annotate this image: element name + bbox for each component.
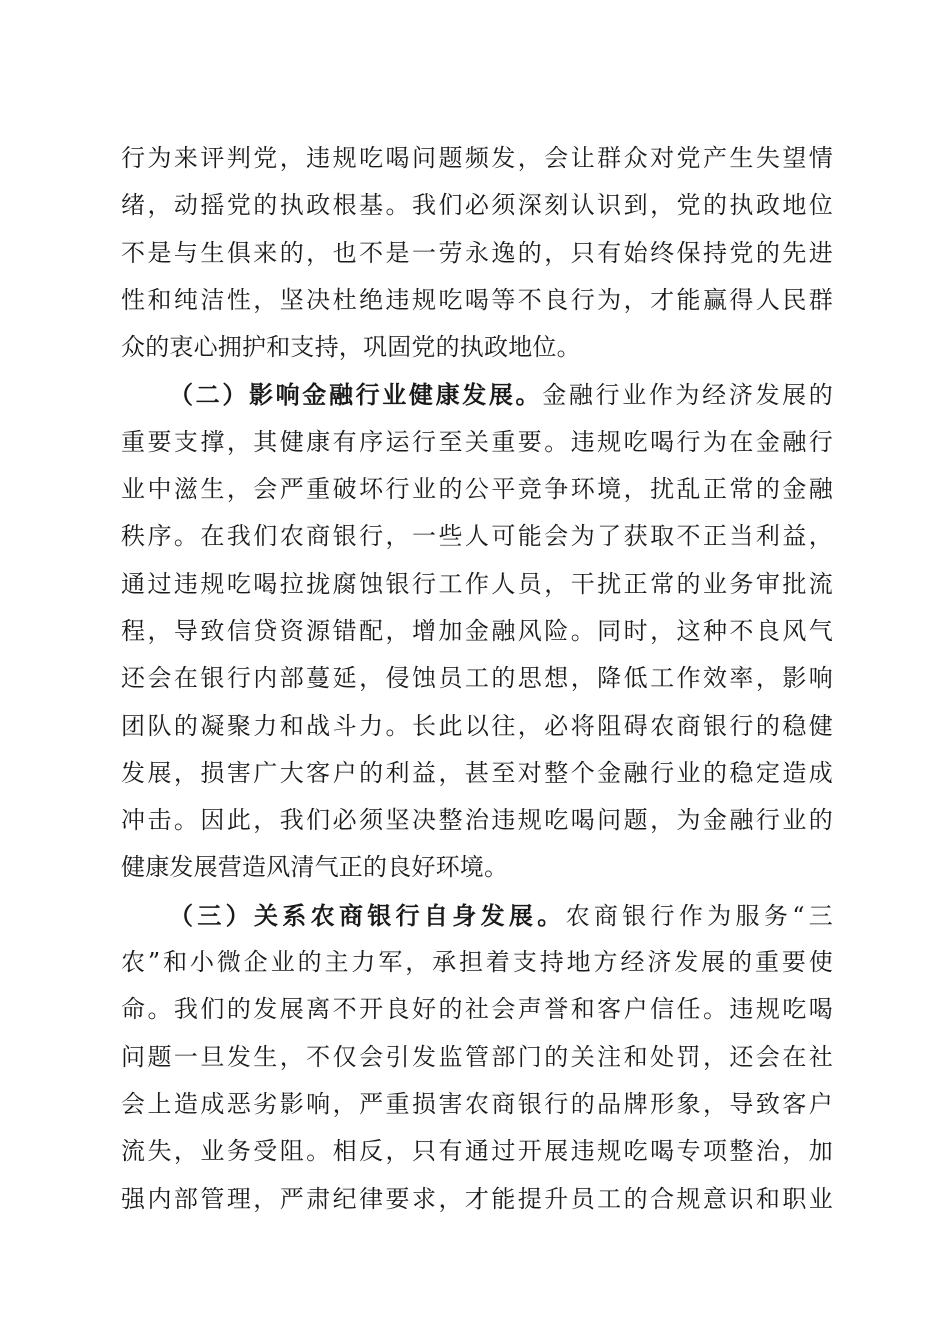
text-run: 金融行业作为经济发展的 — [542, 381, 833, 410]
section-heading: （三）关系农商银行自身发展。 — [169, 900, 566, 930]
text-line: 业中滋生，会严重破坏行业的公平竞争环境，扰乱正常的金融 — [121, 475, 833, 504]
paragraph-2 — [121, 371, 833, 891]
text-line: 团队的凝聚力和战斗力。长此以往，必将阻碍农商银行的稳健 — [121, 711, 833, 740]
text-line: 程，导致信贷资源错配，增加金融风险。同时，这种不良风气 — [121, 616, 833, 645]
paragraph-1 — [121, 135, 833, 371]
text-line: 命。我们的发展离不开良好的社会声誉和客户信任。违规吃喝 — [121, 995, 833, 1024]
text-line: 重要支撑，其健康有序运行至关重要。违规吃喝行为在金融行 — [121, 427, 833, 456]
text-line: 强内部管理，严肃纪律要求，才能提升员工的合规意识和职业 — [121, 1184, 833, 1213]
text-line: 农”和小微企业的主力军，承担着支持地方经济发展的重要使 — [121, 948, 833, 977]
text-line: 不是与生俱来的，也不是一劳永逸的，只有始终保持党的先进 — [121, 238, 833, 267]
section-heading: （二）影响金融行业健康发展。 — [169, 380, 543, 410]
text-line: 秩序。在我们农商银行，一些人可能会为了获取不正当利益， — [121, 522, 833, 551]
text-line: 还会在银行内部蔓延，侵蚀员工的思想，降低工作效率，影响 — [121, 664, 833, 693]
text-line: 冲击。因此，我们必须坚决整治违规吃喝问题，为金融行业的 — [121, 806, 833, 835]
paragraph-3 — [121, 892, 833, 1223]
document-body — [121, 135, 833, 1223]
text-line: 通过违规吃喝拉拢腐蚀银行工作人员，干扰正常的业务审批流 — [121, 569, 833, 598]
paragraph-first-line — [121, 371, 833, 418]
text-line: 会上造成恶劣影响，严重损害农商银行的品牌形象，导致客户 — [121, 1089, 833, 1118]
text-line: 健康发展营造风清气正的良好环境。 — [121, 853, 509, 882]
text-line: 绪，动摇党的执政根基。我们必须深刻认识到，党的执政地位 — [121, 191, 833, 220]
text-line: 问题一旦发生，不仅会引发监管部门的关注和处罚，还会在社 — [121, 1042, 833, 1071]
text-line: 发展，损害广大客户的利益，甚至对整个金融行业的稳定造成 — [121, 758, 833, 787]
text-run: 农商银行作为服务“三 — [565, 901, 833, 930]
text-line: 流失，业务受阻。相反，只有通过开展违规吃喝专项整治，加 — [121, 1137, 833, 1166]
text-line: 性和纯洁性，坚决杜绝违规吃喝等不良行为，才能赢得人民群 — [121, 285, 833, 314]
text-line: 行为来评判党，违规吃喝问题频发，会让群众对党产生失望情 — [121, 144, 833, 172]
text-line: 众的衷心拥护和支持，巩固党的执政地位。 — [121, 333, 581, 362]
paragraph-first-line — [121, 892, 833, 939]
